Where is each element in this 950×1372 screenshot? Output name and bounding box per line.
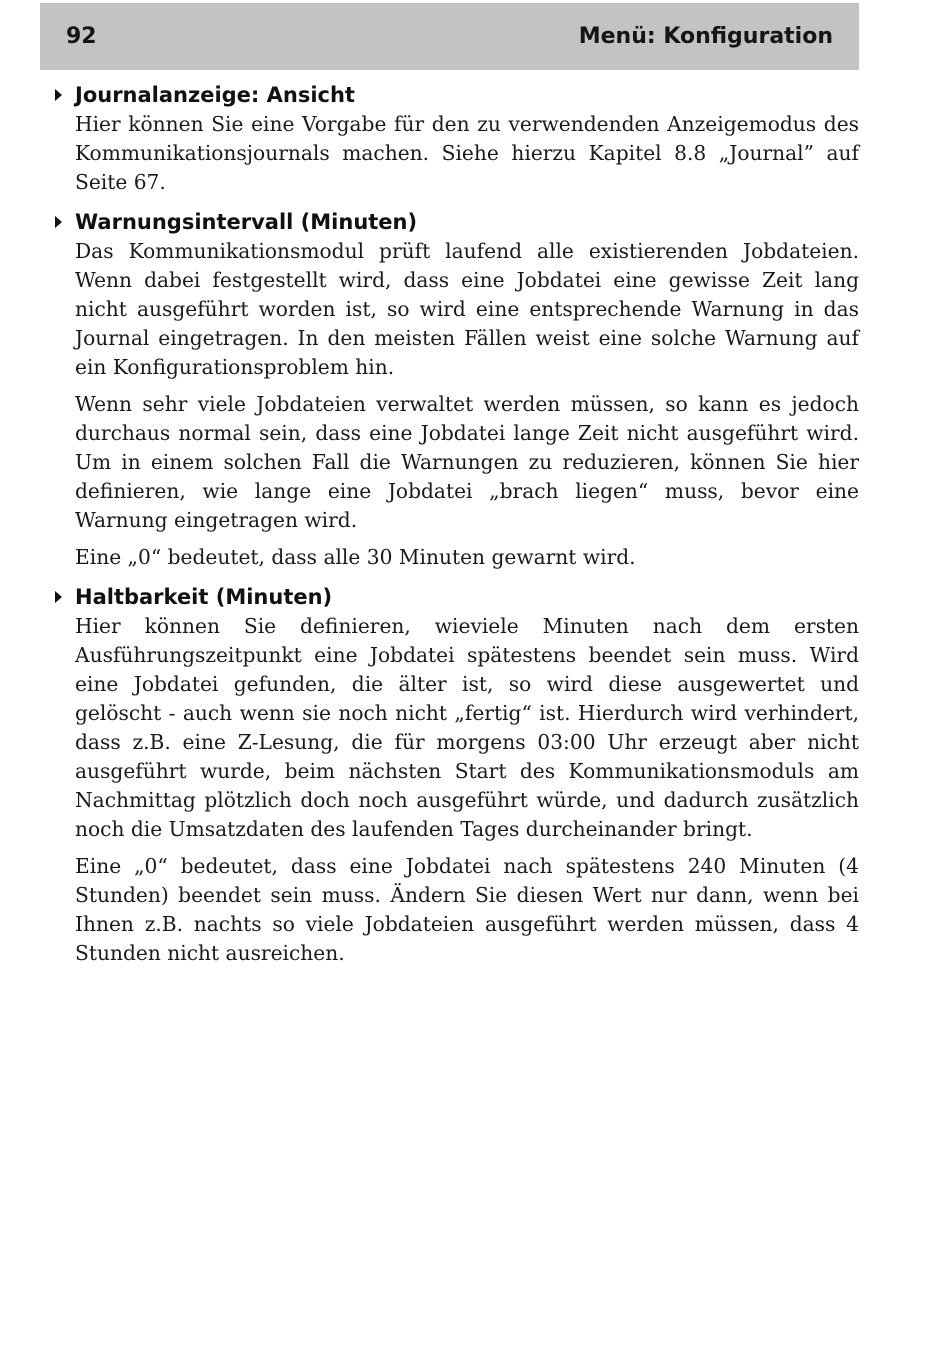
paragraph: Hier können Sie eine Vorgabe für den zu verwendenden Anzeigemodus des Kommunikationsjournals machen. Siehe hierzu Kapitel 8.8 „Journal” auf Seite 67. (75, 112, 859, 194)
section-title: Journalanzeige: Ansicht (75, 83, 355, 107)
page-content (53, 80, 859, 976)
section-title: Haltbarkeit (Minuten) (75, 585, 333, 609)
paragraph: Eine „0“ bedeutet, dass alle 30 Minuten gewarnt wird. (75, 545, 636, 569)
triangle-right-icon (55, 591, 62, 603)
section-haltbarkeit (53, 582, 859, 968)
page-number: 92 (66, 24, 97, 49)
page-header (40, 3, 859, 70)
section-heading (53, 207, 859, 237)
section-warnungsintervall (53, 207, 859, 572)
triangle-right-icon (55, 216, 62, 228)
chapter-title: Menü: Konfiguration (578, 24, 833, 49)
section-title: Warnungsintervall (Minuten) (75, 210, 418, 234)
section-heading (53, 582, 859, 612)
triangle-right-icon (55, 89, 62, 101)
paragraph: Eine „0“ bedeutet, dass eine Jobdatei nach spätestens 240 Minuten (4 Stunden) beendet sein muss. Ändern Sie diesen Wert nur dann, wenn bei Ihnen z.B. nachts so viele Jobdateien ausgeführt werden müssen, dass 4 Stunden nicht ausreichen. (75, 854, 859, 965)
paragraph: Das Kommunikationsmodul prüft laufend alle existierenden Jobdateien. Wenn dabei festgestellt wird, dass eine Jobdatei eine gewisse Zeit lang nicht ausgeführt worden ist, so wird eine entsprechende Warnung in das Journal eingetragen. In den meisten Fällen weist eine solche Warnung auf ein Konfigurationsproblem hin. (75, 239, 859, 379)
section-journalanzeige (53, 80, 859, 197)
paragraph: Hier können Sie definieren, wieviele Minuten nach dem ersten Ausführungszeitpunkt eine Jobdatei spätestens beendet sein muss. Wird eine Jobdatei gefunden, die älter ist, so wird diese ausgewertet und gelöscht - auch wenn sie noch nicht „fertig“ ist. Hierdurch wird verhindert, dass z.B. eine Z-Lesung, die für morgens 03:00 Uhr erzeugt aber nicht ausgeführt wurde, beim nächsten Start des Kommunikationsmoduls am Nachmittag plötzlich doch noch ausgeführt würde, und dadurch zusätzlich noch die Umsatzdaten des laufenden Tages durcheinander bringt. (75, 614, 859, 841)
section-heading (53, 80, 859, 110)
paragraph: Wenn sehr viele Jobdateien verwaltet werden müssen, so kann es jedoch durchaus normal sein, dass eine Jobdatei lange Zeit nicht ausgeführt wird. Um in einem solchen Fall die Warnungen zu reduzieren, können Sie hier definieren, wie lange eine Jobdatei „brach liegen“ muss, bevor eine Warnung eingetragen wird. (75, 392, 859, 532)
